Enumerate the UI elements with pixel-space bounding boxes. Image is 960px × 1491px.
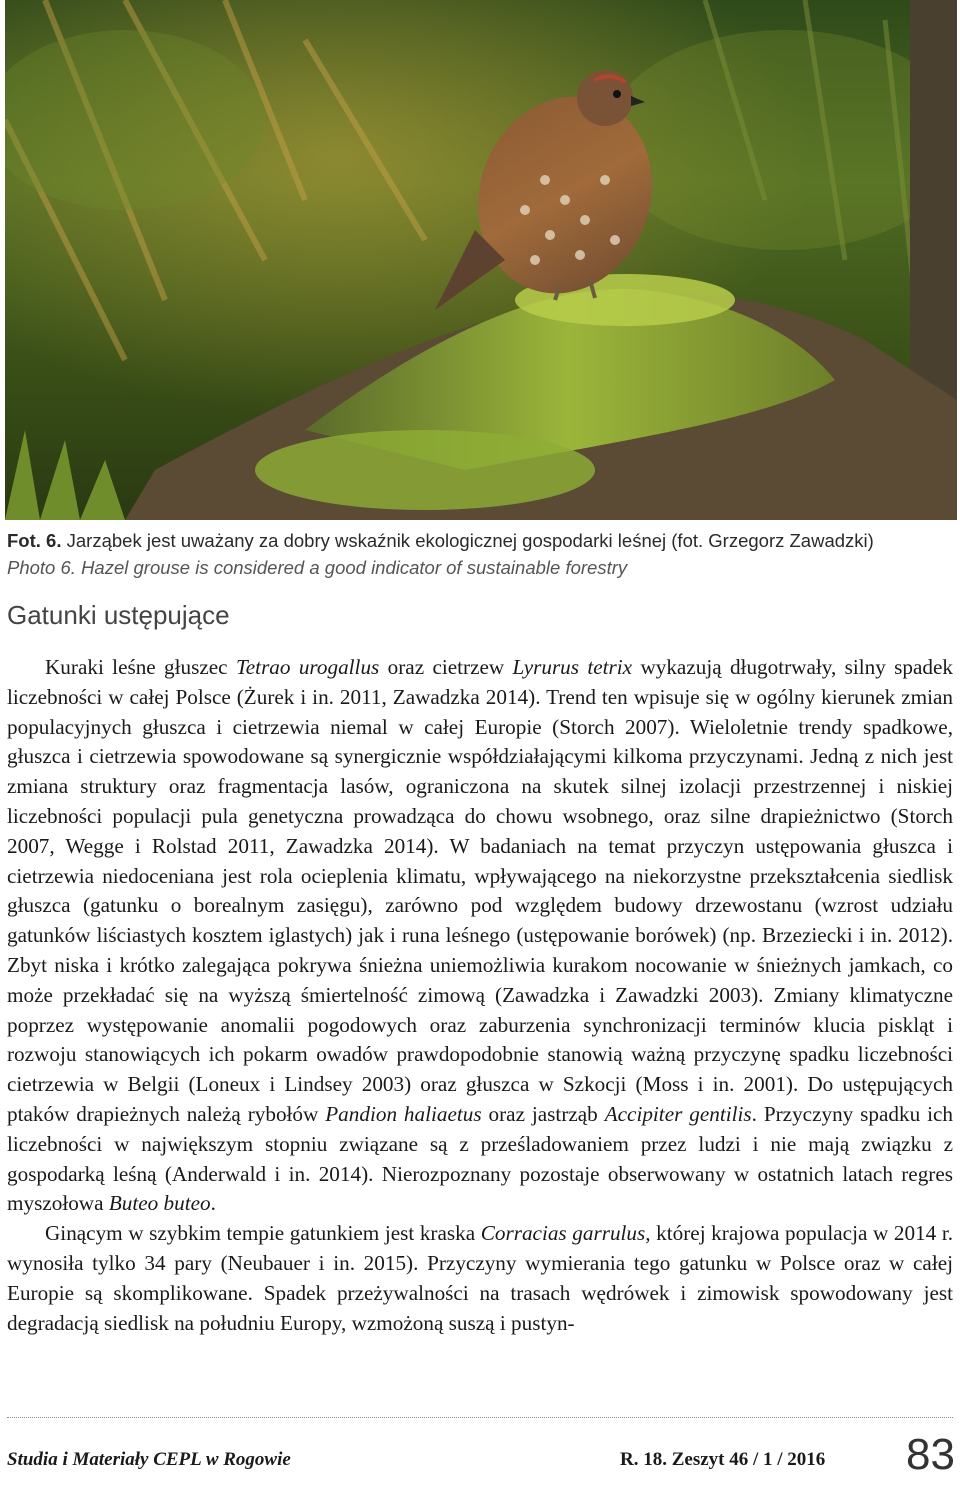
footer-divider: [7, 1417, 953, 1418]
section-heading: Gatunki ustępujące: [7, 600, 230, 630]
caption-label-en: Photo 6.: [7, 557, 76, 578]
footer-issue-info: R. 18. Zeszyt 46 / 1 / 2016: [620, 1449, 826, 1470]
caption-text-pl: Jarząbek jest uważany za dobry wskaźnik ekologicznej gospodarki leśnej (fot. Grzegorz Zawadzki): [66, 530, 874, 551]
paragraph-2: Ginącym w szybkim tempie gatunkiem jest kraska Corracias garrulus, której krajowa populacja w 2014 r. wynosiła tylko 34 pary (Neubauer i in. 2015). Przyczyny wymierania tego gatunku w Polsce oraz w całej Europie są skomplikowane. Spadek przeżywalności na trasach wędrówek i zimowisk spowodowany jest degradacją siedlisk na południu Europy, wzmożoną suszą i pustyn-: [7, 1221, 953, 1335]
species-name: Lyrurus tetrix: [512, 655, 633, 679]
hazel-grouse-photo: [5, 0, 957, 520]
species-name: Pandion haliaetus: [325, 1101, 482, 1126]
photo-illustration: [5, 0, 957, 520]
species-name: Buteo buteo: [108, 1191, 211, 1216]
footer-journal-title: Studia i Materiały CEPL w Rogowie: [7, 1449, 291, 1470]
species-name: Accipiter gentilis: [604, 1101, 752, 1126]
page-number: 83: [906, 1430, 955, 1479]
caption-english: [7, 554, 952, 581]
caption-text-en: Hazel grouse is considered a good indicator of sustainable forestry: [81, 557, 628, 578]
species-name: Tetrao urogallus: [235, 655, 380, 679]
body-text: [7, 653, 953, 1338]
figure-caption: [7, 527, 952, 581]
caption-polish: [7, 527, 952, 554]
caption-label-pl: Fot. 6.: [7, 530, 62, 551]
species-name: Corracias garrulus: [480, 1221, 646, 1246]
paragraph-1: Kuraki leśne głuszec Tetrao urogallus oraz cietrzew Lyrurus tetrix wykazują długotrwały, silny spadek liczebności w całej Polsce (Żurek i in. 2011, Zawadzka 2014). Trend ten wpisuje się w ogólny kierunek zmian populacyjnych głuszca i cietrzewia niemal w całej Europie (Storch 2007). Wieloletnie trendy spadkowe, głuszca i cietrzewia spowodowane są synergicznie współdziałającymi kilkoma przyczynami. Jedną z nich jest zmiana struktury oraz fragmentacja lasów, ograniczona na skutek silnej izolacji przestrzennej i niskiej liczebności populacji pula genetyczna prowadząca do chowu wsobnego, oraz silne drapieżnictwo (Storch 2007, Wegge i Rolstad 2011, Zawadzka 2014). W badaniach na temat przyczyn ustępowania głuszca i cietrzewia niedoceniana jest rola ocieplenia klimatu, wpływającego na niekorzystne przekształcenia siedlisk głuszca (gatunku o borealnym zasięgu), zarówno pod względem budowy drzewostanu (wzrost udziału gatunków liściastych kosztem iglastych) jak i runa leśnego (ustępowanie borówek) (np. Brzeziecki i in. 2012). Zbyt niska i krótko zalegająca pokrywa śnieżna uniemożliwia kurakom nocowanie w śnieżnych jamkach, co może przekładać się na wyższą śmiertelność zimową (Zawadzka i Zawadzki 2003). Zmiany klimatyczne poprzez występowanie anomalii pogodowych oraz zaburzenia synchronizacji terminów klucia piskląt i rozwoju stanowiących ich pokarm owadów prawdopodobnie stanowią ważną przyczynę spadku liczebności cietrzewia w Belgii (Loneux i Lindsey 2003) oraz głuszca w Szkocji (Moss i in. 2001). Do ustępujących ptaków drapieżnych należą rybołów Pandion haliaetus oraz jastrząb Accipiter gentilis. Przyczyny spadku ich liczebności w największym stopniu związane są z prześladowaniem przez ludzi i nie mają związku z gospodarką leśną (Anderwald i in. 2014). Nierozpoznany pozostaje obserwowany w ostatnich latach regres myszołowa Buteo buteo.: [7, 655, 953, 1216]
